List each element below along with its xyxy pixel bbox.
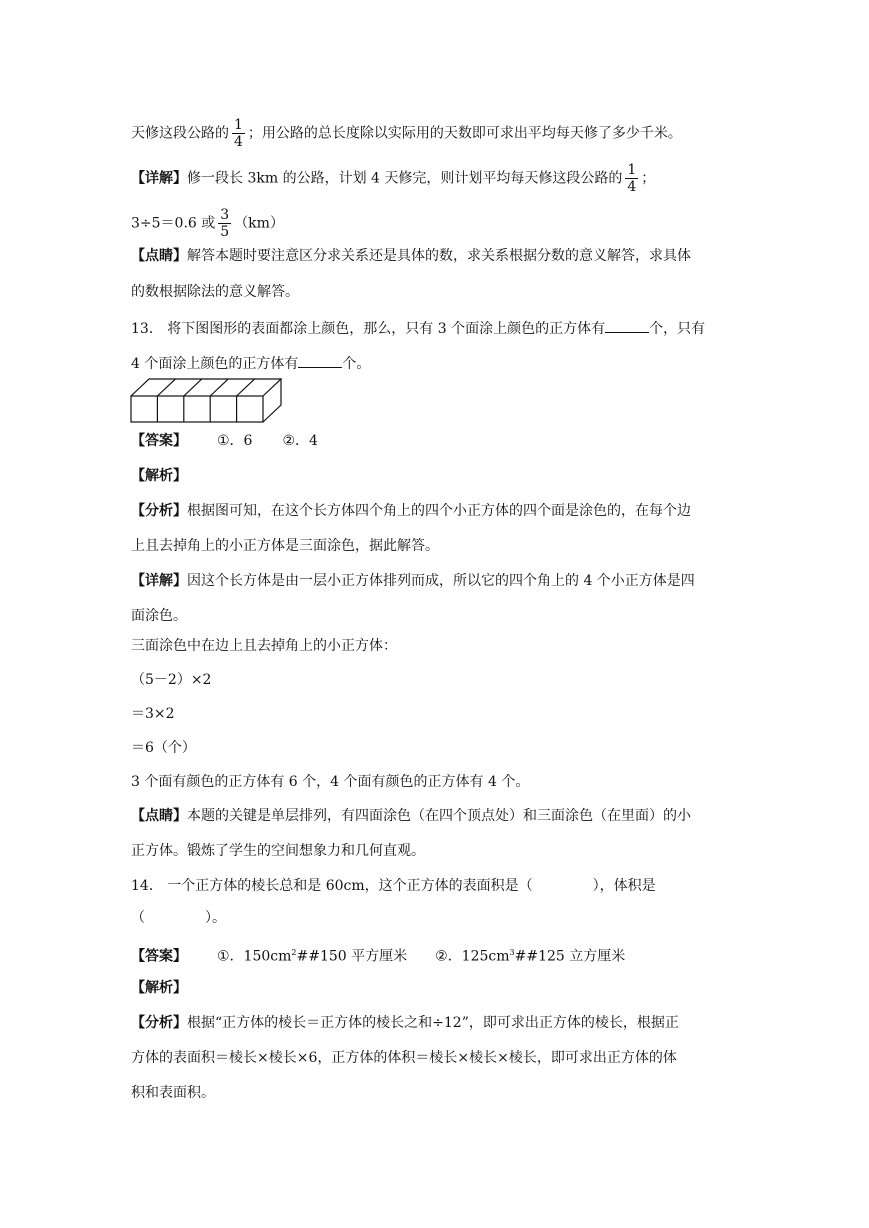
section-tag: 【答案】 bbox=[131, 433, 187, 449]
question-13-line-1 bbox=[131, 318, 705, 339]
section-tag: 【解析】 bbox=[131, 980, 187, 996]
analysis-13-line-1 bbox=[131, 501, 691, 521]
text: 根据“正方体的棱长＝正方体的棱长之和÷12”，即可求出正方体的棱长，根据正 bbox=[187, 1015, 679, 1031]
section-tag: 【详解】 bbox=[131, 573, 187, 589]
text: ）。 bbox=[205, 910, 226, 926]
answer-blank[interactable] bbox=[605, 318, 649, 333]
answer-value: ##150 平方厘米 bbox=[296, 948, 408, 965]
text: 个，只有 bbox=[649, 321, 706, 337]
line-3 bbox=[131, 207, 284, 240]
answer-13 bbox=[131, 431, 318, 451]
calc-line: ＝3×2 bbox=[131, 706, 175, 722]
calc-line: 3 个面有颜色的正方体有 6 个，4 个面有颜色的正方体有 4 个。 bbox=[131, 774, 530, 790]
calc-line: ＝6（个） bbox=[131, 740, 196, 756]
detail-13-line-2 bbox=[131, 606, 187, 626]
answer-value: ①．150cm bbox=[217, 948, 292, 965]
text: 个。 bbox=[342, 356, 371, 372]
analysis-14-line-2 bbox=[131, 1048, 677, 1068]
answer-value: ##125 立方厘米 bbox=[514, 948, 626, 965]
answer-value: ①．6 bbox=[217, 433, 253, 449]
text: ； bbox=[641, 170, 656, 187]
analysis-14-line-3 bbox=[131, 1083, 215, 1103]
text: 修一段长 3km 的公路，计划 4 天修完，则计划平均每天修这段公路的 bbox=[187, 170, 623, 187]
section-tag: 【分析】 bbox=[131, 1015, 187, 1031]
text: 的数根据除法的意义解答。 bbox=[131, 284, 299, 300]
text: （km） bbox=[234, 215, 284, 232]
section-tag: 【点睛】 bbox=[131, 248, 187, 264]
line-1 bbox=[131, 117, 682, 150]
denominator: 4 bbox=[234, 134, 243, 150]
answer-value: ②．125cm bbox=[435, 948, 510, 965]
superscript: 2 bbox=[291, 948, 297, 957]
question-14-line-1 bbox=[131, 876, 656, 896]
text: 本题的关键是单层排列，有四面涂色（在四个顶点处）和三面涂色（在里面）的小 bbox=[187, 808, 691, 824]
answer-14 bbox=[131, 943, 625, 967]
denominator: 4 bbox=[627, 179, 637, 195]
question-14-line-2 bbox=[131, 908, 226, 928]
text: 天修这段公路的 bbox=[131, 125, 229, 142]
line-5 bbox=[131, 282, 299, 302]
calc-line: （5－2）×2 bbox=[131, 672, 212, 688]
text: 13． 将下图图形的表面都涂上颜色，那么，只有 3 个面涂上颜色的正方体有 bbox=[131, 321, 606, 337]
numerator: 3 bbox=[220, 207, 230, 223]
denominator: 5 bbox=[220, 224, 230, 240]
answer-value: ②．4 bbox=[282, 433, 318, 449]
text: 因这个长方体是由一层小正方体排列而成，所以它的四个角上的 4 个小正方体是四 bbox=[187, 573, 695, 589]
line-4 bbox=[131, 246, 691, 266]
analysis-13-line-2 bbox=[131, 536, 439, 556]
answer-blank[interactable] bbox=[298, 353, 342, 368]
comment-13-line-2 bbox=[131, 841, 425, 861]
text: ；用公路的总长度除以实际用的天数即可求出平均每天修了多少千米。 bbox=[247, 125, 682, 142]
numerator: 1 bbox=[234, 117, 243, 133]
text: 4 个面涂上颜色的正方体有 bbox=[131, 356, 299, 372]
calc-line: 三面涂色中在边上且去掉角上的小正方体： bbox=[131, 638, 397, 654]
text: 14． 一个正方体的棱长总和是 60cm，这个正方体的表面积是（ bbox=[131, 878, 533, 894]
fraction-one-quarter bbox=[232, 117, 245, 150]
analysis-14-line-1 bbox=[131, 1013, 679, 1033]
text: 面涂色。 bbox=[131, 608, 187, 624]
text: 解答本题时要注意区分求关系还是具体的数，求关系根据分数的意义解答，求具体 bbox=[187, 248, 691, 264]
section-tag: 【点睛】 bbox=[131, 808, 187, 824]
text: 根据图可知，在这个长方体四个角上的四个小正方体的四个面是涂色的，在每个边 bbox=[187, 503, 691, 519]
superscript: 3 bbox=[509, 948, 515, 957]
fraction-one-quarter bbox=[625, 162, 638, 195]
text: 方体的表面积＝棱长×棱长×6，正方体的体积＝棱长×棱长×棱长，即可求出正方体的体 bbox=[131, 1050, 677, 1066]
text: ），体积是 bbox=[592, 878, 656, 894]
question-13-line-2 bbox=[131, 353, 370, 374]
comment-13-line-1 bbox=[131, 806, 691, 826]
detail-13-line-1 bbox=[131, 571, 695, 591]
section-tag: 【详解】 bbox=[131, 170, 187, 187]
numerator: 1 bbox=[627, 162, 637, 178]
section-tag: 【分析】 bbox=[131, 503, 187, 519]
text: 正方体。锻炼了学生的空间想象力和几何直观。 bbox=[131, 843, 425, 859]
cuboid-figure bbox=[130, 377, 286, 425]
text: 积和表面积。 bbox=[131, 1085, 215, 1101]
fraction-three-fifths bbox=[218, 207, 231, 240]
text: （ bbox=[131, 910, 145, 926]
line-2 bbox=[131, 162, 655, 195]
section-tag: 【答案】 bbox=[131, 948, 187, 965]
section-tag: 【解析】 bbox=[131, 468, 187, 484]
text: 上且去掉角上的小正方体是三面涂色，据此解答。 bbox=[131, 538, 439, 554]
text: 3÷5＝0.6 或 bbox=[131, 215, 216, 232]
